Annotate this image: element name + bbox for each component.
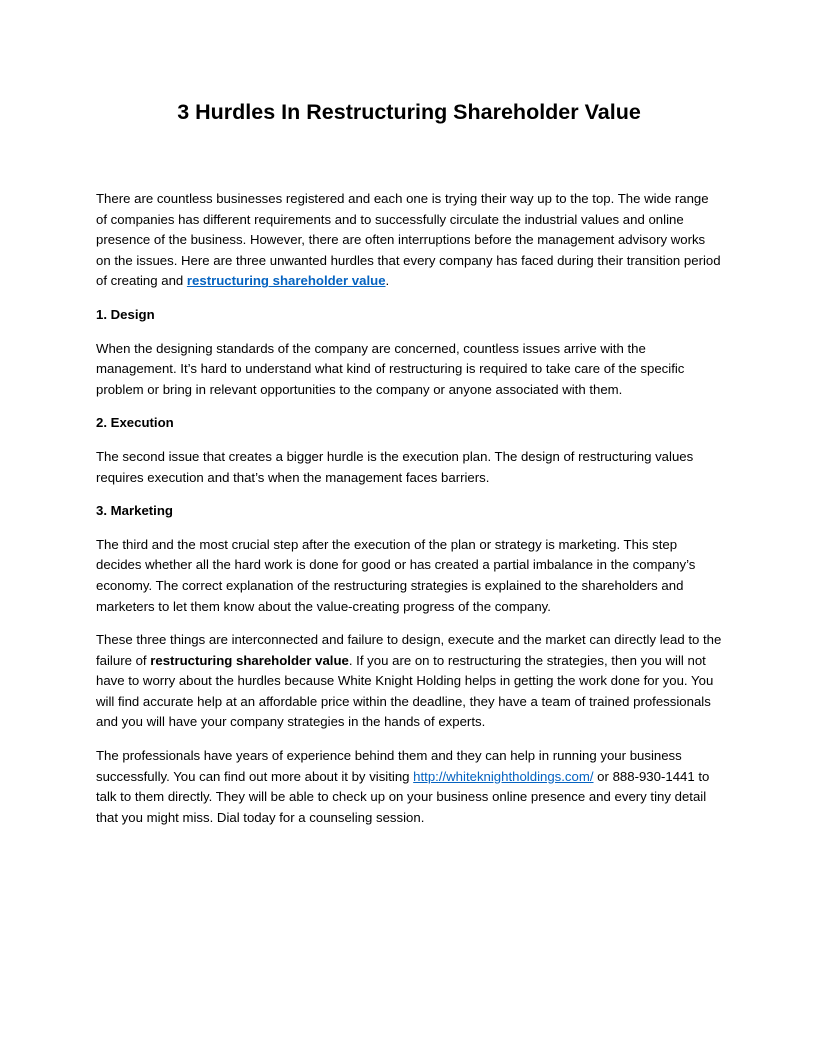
website-link[interactable]: http://whiteknightholdings.com/ [413, 768, 594, 784]
closing-text-end: or 888-930-1441 to talk to them directly. They will be able to check up on your business online presence and every tiny detail that you might miss. Dial today for a counseling session. [96, 768, 710, 825]
section-body-execution: The second issue that creates a bigger hurdle is the execution plan. The design of restructuring values requires execution and that’s when the management faces barriers. [96, 448, 694, 485]
section-heading-execution: 2. Execution [96, 415, 174, 431]
section-heading-design: 1. Design [96, 306, 155, 322]
section-body-design: When the designing standards of the company are concerned, countless issues arrive with the management. It’s hard to understand what kind of restructuring is required to take care of the specific problem or bring in relevant opportunities to the company or anyone associated with them. [96, 340, 685, 397]
intro-text: There are countless businesses registered and each one is trying their way up to the top. The wide range of companies has different requirements and to successfully circulate the industrial values and online presence of the business. However, there are often interruptions before the management advisory works on the issues. Here are three unwanted hurdles that every company has faced during their transition period of creating and [96, 191, 721, 289]
conclusion-bold-phrase: restructuring shareholder value [150, 652, 349, 668]
conclusion-text: These three things are interconnected and failure to design, execute and the market can directly lead to the failure of [96, 632, 722, 668]
document-body [96, 189, 722, 841]
intro-text-end: . [385, 273, 390, 289]
conclusion-paragraph [96, 630, 722, 733]
closing-text: The professionals have years of experience behind them and they can help in running your business successfully. You can find out more about it by visiting [96, 748, 682, 784]
section-heading-marketing: 3. Marketing [96, 503, 173, 519]
closing-paragraph [96, 746, 722, 828]
intro-paragraph [96, 189, 722, 292]
page-title: 3 Hurdles In Restructuring Shareholder Value [177, 100, 641, 124]
section-body-marketing: The third and the most crucial step after the execution of the plan or strategy is marketing. This step decides whether all the hard work is done for good or has created a partial imbalance in the company’s economy. The correct explanation of the restructuring strategies is explained to the shareholders and marketers to let them know about the value-creating progress of the company. [96, 536, 696, 614]
conclusion-text-end: . If you are on to restructuring the strategies, then you will not have to worry about the hurdles because White Knight Holding helps in getting the work done for you. You will find accurate help at an affordable price within the deadline, they have a team of trained professionals and you will have your company strategies in the hands of experts. [96, 652, 714, 730]
restructuring-shareholder-value-link[interactable]: restructuring shareholder value [186, 273, 386, 289]
